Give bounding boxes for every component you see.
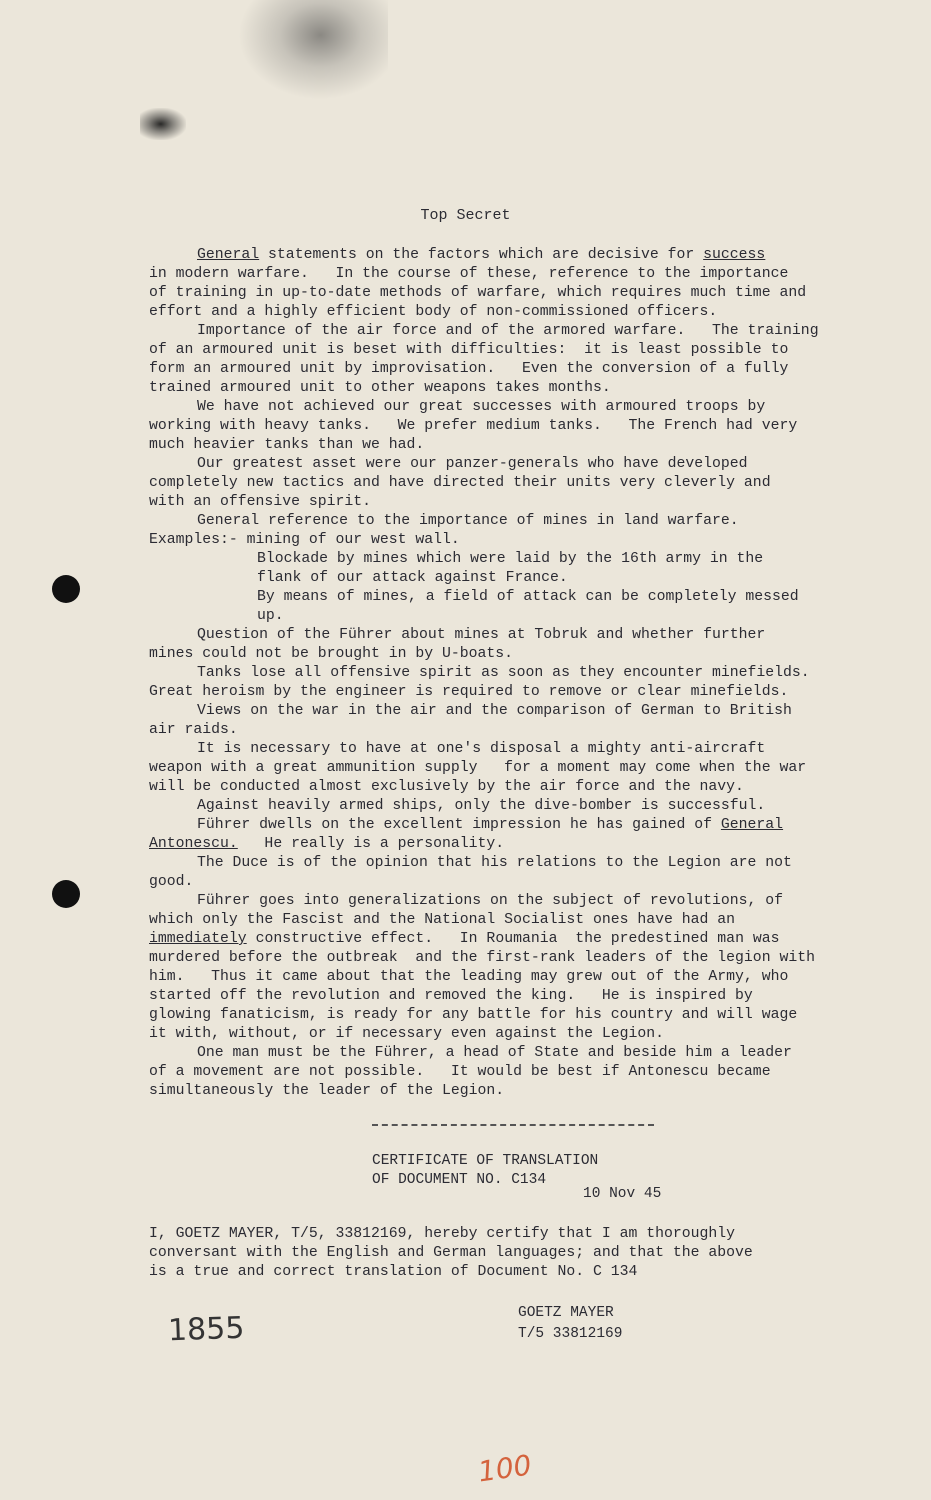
body-line: which only the Fascist and the National Socialist ones have had an [149, 912, 736, 928]
body-line: Antonescu. He really is a personality. [149, 836, 505, 852]
page-title: Top Secret [420, 207, 511, 224]
certificate-title: CERTIFICATE OF TRANSLATION [372, 1153, 599, 1169]
body-line: simultaneously the leader of the Legion. [149, 1083, 505, 1099]
body-line: Blockade by mines which were laid by the 16th army in the [257, 551, 764, 567]
body-line: of an armoured unit is beset with difficulties: it is least possible to [149, 342, 789, 358]
separator-line [372, 1124, 654, 1126]
body-line: Importance of the air force and of the armored warfare. The training [197, 323, 819, 339]
certificate-date: 10 Nov 45 [583, 1186, 662, 1202]
ink-smudge [238, 0, 388, 100]
document-body [149, 246, 889, 1101]
body-line: Great heroism by the engineer is required to remove or clear minefields. [149, 684, 789, 700]
punch-hole [52, 575, 80, 603]
body-line: trained armoured unit to other weapons takes months. [149, 380, 611, 396]
signature-block [518, 1303, 622, 1345]
body-line: We have not achieved our great successes with armoured troops by [197, 399, 766, 415]
signature-rank-number: T/5 33812169 [518, 1326, 623, 1342]
body-line: glowing fanaticism, is ready for any battle for his country and will wage [149, 1007, 798, 1023]
body-line: it with, without, or if necessary even against the Legion. [149, 1026, 665, 1042]
body-line: will be conducted almost exclusively by the air force and the navy. [149, 779, 744, 795]
body-line: in modern warfare. In the course of these, reference to the importance [149, 266, 789, 282]
body-line: Führer goes into generalizations on the subject of revolutions, of [197, 893, 784, 909]
declaration-line: is a true and correct translation of Document No. C 134 [149, 1264, 638, 1280]
body-line: Tanks lose all offensive spirit as soon as they encounter minefields. [197, 665, 810, 681]
body-line: murdered before the outbreak and the first-rank leaders of the legion with [149, 950, 815, 966]
body-line: form an armoured unit by improvisation. Even the conversion of a fully [149, 361, 789, 377]
body-line: good. [149, 874, 194, 890]
body-line: air raids. [149, 722, 238, 738]
body-line: much heavier tanks than we had. [149, 437, 425, 453]
body-line: up. [257, 608, 284, 624]
punch-hole [52, 880, 80, 908]
ink-blot [140, 108, 186, 140]
body-line: flank of our attack against France. [257, 570, 568, 586]
body-line: completely new tactics and have directed their units very cleverly and [149, 475, 771, 491]
certificate-heading [372, 1152, 598, 1190]
body-line: Our greatest asset were our panzer-generals who have developed [197, 456, 748, 472]
body-line: started off the revolution and removed the king. He is inspired by [149, 988, 753, 1004]
body-line: It is necessary to have at one's disposal a mighty anti-aircraft [197, 741, 766, 757]
body-line: Against heavily armed ships, only the dive-bomber is successful. [197, 798, 766, 814]
signature-name: GOETZ MAYER [518, 1305, 614, 1321]
body-line: General statements on the factors which are decisive for success [197, 247, 766, 263]
handwritten-number: 1855 [167, 1310, 245, 1349]
body-line: effort and a highly efficient body of non-commissioned officers. [149, 304, 718, 320]
body-line: of a movement are not possible. It would be best if Antonescu became [149, 1064, 771, 1080]
declaration-line: I, GOETZ MAYER, T/5, 33812169, hereby certify that I am thoroughly [149, 1226, 736, 1242]
declaration-line: conversant with the English and German languages; and that the above [149, 1245, 753, 1261]
handwritten-page-number: 100 [475, 1448, 534, 1489]
body-line: By means of mines, a field of attack can be completely messed [257, 589, 799, 605]
body-line: working with heavy tanks. We prefer medium tanks. The French had very [149, 418, 798, 434]
body-line: of training in up-to-date methods of warfare, which requires much time and [149, 285, 807, 301]
body-line: weapon with a great ammunition supply for a moment may come when the war [149, 760, 807, 776]
certificate-document-number: OF DOCUMENT NO. C134 [372, 1172, 547, 1188]
body-line: Führer dwells on the excellent impression he has gained of General [197, 817, 784, 833]
body-line: Examples:- mining of our west wall. [149, 532, 460, 548]
body-line: One man must be the Führer, a head of State and beside him a leader [197, 1045, 792, 1061]
declaration [149, 1225, 889, 1282]
body-line: immediately constructive effect. In Roumania the predestined man was [149, 931, 780, 947]
body-line: with an offensive spirit. [149, 494, 371, 510]
body-line: Views on the war in the air and the comparison of German to British [197, 703, 792, 719]
body-line: General reference to the importance of mines in land warfare. [197, 513, 739, 529]
body-line: him. Thus it came about that the leading may grew out of the Army, who [149, 969, 789, 985]
body-line: The Duce is of the opinion that his relations to the Legion are not [197, 855, 792, 871]
body-line: Question of the Führer about mines at Tobruk and whether further [197, 627, 766, 643]
body-line: mines could not be brought in by U-boats. [149, 646, 514, 662]
